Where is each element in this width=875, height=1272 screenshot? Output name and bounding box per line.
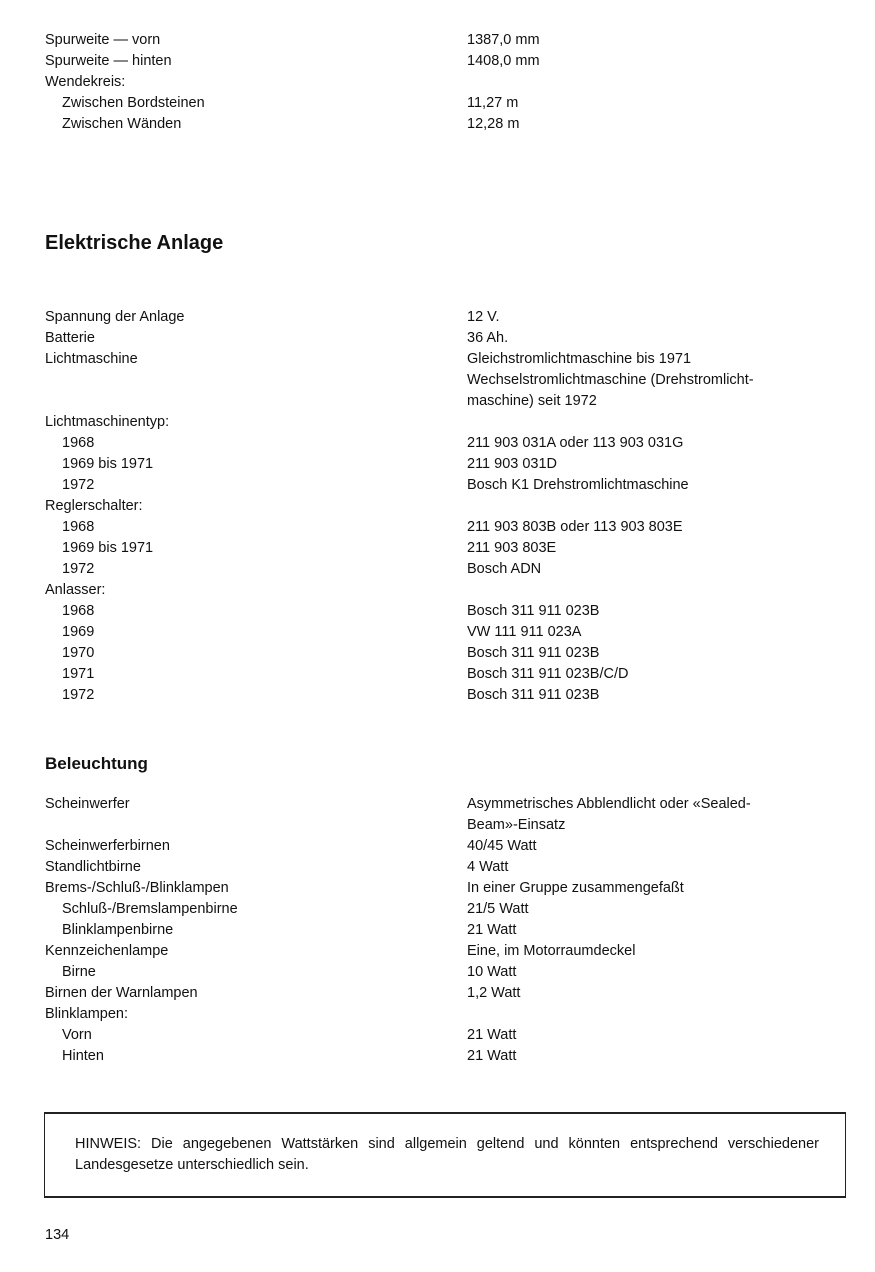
spec-row	[45, 878, 845, 899]
spec-row	[45, 391, 845, 412]
spec-label: Kennzeichenlampe	[45, 943, 169, 959]
spec-label: Lichtmaschinentyp:	[45, 414, 170, 430]
note-text: HINWEIS: Die angegebenen Wattstärken sind allgemein geltend und könnten entsprechend verschiedener Landesgesetze unterschiedlich sein.	[75, 1136, 819, 1173]
spec-label: 1969	[62, 624, 95, 640]
spec-label: Blinklampenbirne	[62, 922, 174, 938]
spec-label: Vorn	[62, 1027, 92, 1043]
spec-row	[45, 307, 845, 328]
spec-row	[45, 941, 845, 962]
spec-label: 1968	[62, 603, 95, 619]
spec-label: Scheinwerferbirnen	[45, 838, 170, 854]
spec-value: Bosch K1 Drehstromlichtmaschine	[467, 477, 689, 493]
spec-value: 211 903 031D	[467, 456, 558, 472]
spec-row	[45, 114, 845, 135]
spec-row	[45, 559, 845, 580]
spec-label: Birne	[62, 964, 96, 980]
spec-label: Schluß-/Bremslampenbirne	[62, 901, 238, 917]
spec-label: Reglerschalter:	[45, 498, 143, 514]
spec-label: Blinklampen:	[45, 1006, 129, 1022]
spec-row	[45, 517, 845, 538]
spec-row	[45, 836, 845, 857]
spec-row	[45, 454, 845, 475]
spec-label: Spurweite — hinten	[45, 53, 172, 69]
spec-label: Scheinwerfer	[45, 796, 130, 812]
spec-label: 1972	[62, 687, 95, 703]
spec-value: 211 903 803E	[467, 540, 557, 556]
spec-value: 21 Watt	[467, 922, 517, 938]
spec-row	[45, 962, 845, 983]
spec-label: 1968	[62, 519, 95, 535]
spec-row	[45, 857, 845, 878]
spec-value: Eine, im Motorraumdeckel	[467, 943, 636, 959]
spec-row	[45, 475, 845, 496]
spec-row	[45, 601, 845, 622]
spec-label: 1972	[62, 477, 95, 493]
spec-value: 12,28 m	[467, 116, 520, 132]
spec-value: 21 Watt	[467, 1048, 517, 1064]
spec-row	[45, 1046, 845, 1067]
spec-row	[45, 433, 845, 454]
spec-row	[45, 328, 845, 349]
spec-label: Wendekreis:	[45, 74, 126, 90]
spec-row	[45, 983, 845, 1004]
spec-row	[45, 815, 845, 836]
spec-label: Spurweite — vorn	[45, 32, 161, 48]
spec-value: VW 111 911 023A	[467, 624, 582, 640]
spec-value: Bosch 311 911 023B	[467, 603, 600, 619]
spec-label: Batterie	[45, 330, 95, 346]
section-heading-lighting: Beleuchtung	[45, 754, 148, 773]
spec-value: 21 Watt	[467, 1027, 517, 1043]
spec-value: 1,2 Watt	[467, 985, 521, 1001]
spec-value: 12 V.	[467, 309, 500, 325]
spec-row	[45, 643, 845, 664]
spec-row	[45, 72, 845, 93]
spec-label: Zwischen Wänden	[62, 116, 182, 132]
spec-row	[45, 794, 845, 815]
spec-value: 36 Ah.	[467, 330, 509, 346]
spec-row	[45, 370, 845, 391]
spec-value: 11,27 m	[467, 95, 519, 111]
spec-label: 1972	[62, 561, 95, 577]
spec-value: 1387,0 mm	[467, 32, 540, 48]
spec-row	[45, 622, 845, 643]
spec-row	[45, 30, 845, 51]
spec-row	[45, 899, 845, 920]
spec-label: 1971	[62, 666, 95, 682]
spec-row	[45, 1004, 845, 1025]
spec-label: Hinten	[62, 1048, 104, 1064]
spec-row	[45, 51, 845, 72]
spec-value: Bosch 311 911 023B	[467, 687, 600, 703]
spec-value: 211 903 031A oder 113 903 031G	[467, 435, 684, 451]
spec-label: 1969 bis 1971	[62, 540, 154, 556]
spec-row	[45, 538, 845, 559]
spec-value: Asymmetrisches Abblendlicht oder «Sealed-	[467, 796, 751, 812]
spec-value: In einer Gruppe zusammengefaßt	[467, 880, 684, 896]
spec-value: Bosch 311 911 023B/C/D	[467, 666, 629, 682]
spec-row	[45, 685, 845, 706]
spec-label: Brems-/Schluß-/Blinklampen	[45, 880, 229, 896]
spec-value: 211 903 803B oder 113 903 803E	[467, 519, 683, 535]
spec-value: Bosch ADN	[467, 561, 542, 577]
spec-value: 40/45 Watt	[467, 838, 537, 854]
spec-row	[45, 93, 845, 114]
section-heading-electrical: Elektrische Anlage	[45, 232, 224, 254]
spec-label: Lichtmaschine	[45, 351, 138, 367]
spec-value: 10 Watt	[467, 964, 517, 980]
spec-row	[45, 580, 845, 601]
spec-value: 1408,0 mm	[467, 53, 540, 69]
spec-label: 1968	[62, 435, 95, 451]
spec-value: maschine) seit 1972	[467, 393, 597, 409]
spec-value: Gleichstromlichtmaschine bis 1971	[467, 351, 692, 367]
spec-value: Bosch 311 911 023B	[467, 645, 600, 661]
spec-label: Spannung der Anlage	[45, 309, 185, 325]
page-number: 134	[45, 1227, 70, 1243]
note-box	[44, 1112, 846, 1198]
spec-value: 21/5 Watt	[467, 901, 529, 917]
spec-label: Standlichtbirne	[45, 859, 141, 875]
spec-label: 1970	[62, 645, 95, 661]
spec-row	[45, 664, 845, 685]
spec-row	[45, 1025, 845, 1046]
spec-row	[45, 349, 845, 370]
spec-label: Anlasser:	[45, 582, 106, 598]
spec-label: Zwischen Bordsteinen	[62, 95, 205, 111]
spec-value: Wechselstromlichtmaschine (Drehstromlicht-	[467, 372, 754, 388]
spec-row	[45, 920, 845, 941]
spec-row	[45, 496, 845, 517]
spec-label: 1969 bis 1971	[62, 456, 154, 472]
spec-label: Birnen der Warnlampen	[45, 985, 198, 1001]
spec-value: Beam»-Einsatz	[467, 817, 566, 833]
spec-value: 4 Watt	[467, 859, 509, 875]
spec-row	[45, 412, 845, 433]
